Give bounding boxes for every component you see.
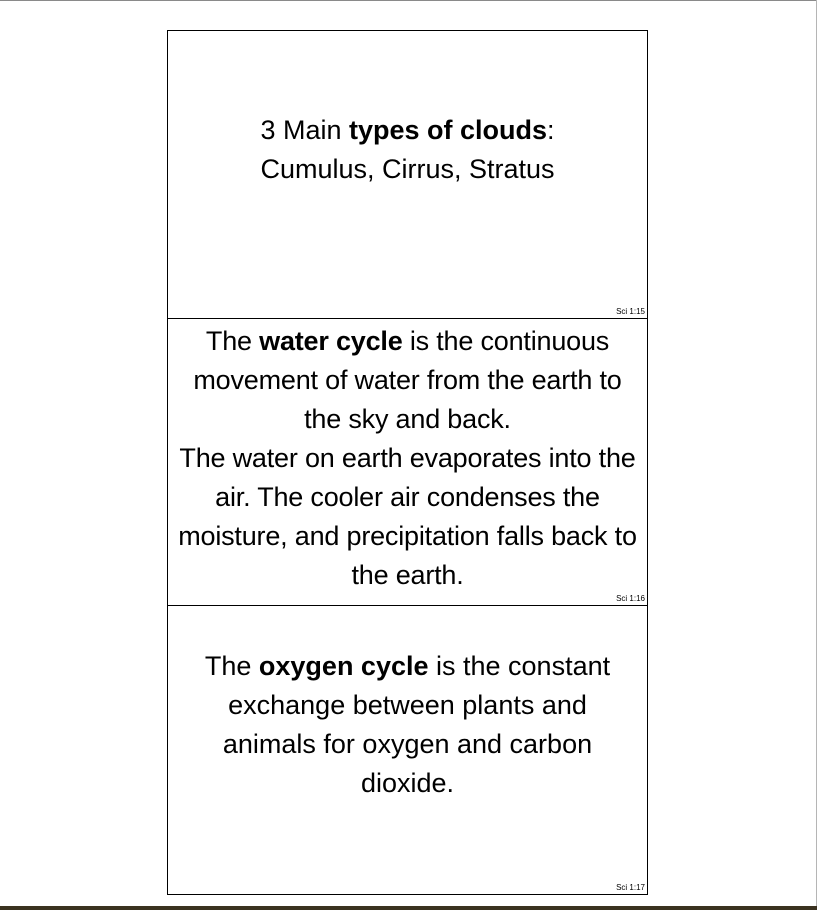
window-bottom-bar <box>0 906 817 910</box>
flashcard-types-of-clouds <box>168 31 647 319</box>
card-text <box>168 111 647 189</box>
text-span: The <box>205 326 260 356</box>
card-code: Sci 1:15 <box>616 307 645 316</box>
card-heading <box>172 111 643 150</box>
document-page <box>167 30 648 895</box>
text-span: 3 Main <box>260 115 349 145</box>
card-line: Cumulus, Cirrus, Stratus <box>260 154 555 184</box>
card-code: Sci 1:16 <box>616 594 645 603</box>
flashcard-water-cycle <box>168 319 647 606</box>
flashcard-oxygen-cycle <box>168 606 647 894</box>
window-top-border <box>0 0 817 1</box>
bold-term: water cycle <box>259 326 403 356</box>
bold-term: types of clouds <box>349 115 548 145</box>
text-span: : <box>547 115 555 145</box>
text-span: The <box>204 651 259 681</box>
card-text <box>168 647 647 803</box>
text-span: is the constant exchange between plants and animals for oxygen and carbon dioxide. <box>222 651 611 798</box>
card-text <box>168 322 647 595</box>
card-paragraph <box>172 322 643 439</box>
card-paragraph: The water on earth evaporates into the air. The cooler air condenses the moisture, and precipitation falls back to the earth. <box>178 443 637 590</box>
text-span: is the continuous movement of water from the earth to the sky and back. <box>193 326 622 434</box>
card-paragraph <box>194 647 621 803</box>
card-code: Sci 1:17 <box>616 883 645 892</box>
bold-term: oxygen cycle <box>258 651 429 681</box>
